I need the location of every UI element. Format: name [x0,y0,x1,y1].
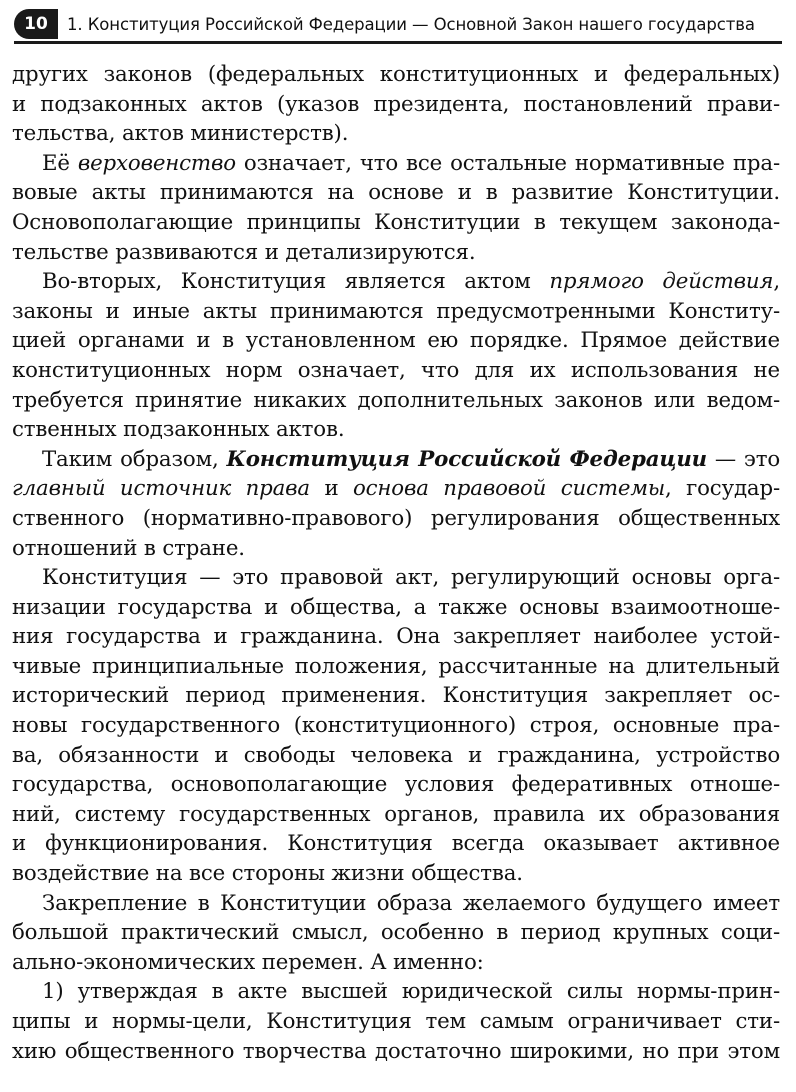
text-line [12,829,780,859]
text-line [12,859,780,889]
text-line [12,90,780,120]
text-line [12,386,780,416]
text-run: воздействие на все стороны жизни общества. [12,861,523,887]
text-line [12,1037,780,1067]
text-run: и подзаконных актов (указов президента, постановлений прави- [12,91,780,117]
text-run: ва, обязанности и свободы человека и гражданина, устройство [12,742,780,768]
text-line [12,977,780,1007]
text-run: государства, основополагающие условия федеративных отноше- [12,772,780,798]
text-run: и [309,476,353,502]
text-run: Таким образом, [42,446,227,472]
text-line [12,504,780,534]
text-line [12,948,780,978]
text-run: ственных подзаконных актов. [12,417,345,443]
text-line [12,415,780,445]
text-run: отношений в стране. [12,535,245,561]
text-run: большой практический смысл, особенно в период крупных соци- [12,920,780,946]
emphasis-text: основа правовой системы [352,476,666,502]
text-run: исторический период применения. Конституция закрепляет ос- [12,683,780,709]
text-line [12,208,780,238]
text-line [12,800,780,830]
text-line [12,889,780,919]
text-line [12,563,780,593]
text-line [12,593,780,623]
emphasis-text: прямого действия [549,269,774,295]
text-line [12,445,780,475]
text-run: означает, что все остальные нормативные пра- [235,150,780,176]
text-line [12,918,780,948]
emphasis-text: главный источник права [12,476,310,502]
emphasis-text: Конституция Российской Федерации [226,446,708,472]
text-line [12,770,780,800]
text-run: ственного (нормативно-правового) регулирования общественных [12,505,780,531]
text-line [12,474,780,504]
text-run: ния государства и гражданина. Она закрепляет наиболее устой- [12,624,780,650]
text-line [12,681,780,711]
text-run: , государ- [665,476,780,502]
header-divider [14,41,782,44]
running-header [14,9,782,39]
text-line [12,622,780,652]
text-line [12,267,780,297]
text-run: ний, систему государственных органов, правила их образования [12,801,780,827]
text-line [12,534,780,564]
text-run: законы и иные акты принимаются предусмотренными Конститу- [12,298,780,324]
text-line [12,238,780,268]
body-text [12,60,780,1066]
text-run: — это [707,446,780,472]
text-run: вовые акты принимаются на основе и в развитие Конституции. [12,180,780,206]
text-run: тельстве развиваются и детализируются. [12,239,476,265]
text-run: 1) утверждая в акте высшей юридической силы нормы-прин- [42,979,780,1005]
text-line [12,1007,780,1037]
text-run: Основополагающие принципы Конституции в текущем законода- [12,209,780,235]
text-run: низации государства и общества, а также основы взаимоотноше- [12,594,780,620]
text-run: хию общественного творчества достаточно широкими, но при этом [12,1038,780,1064]
text-line [12,326,780,356]
text-run: цией органами и в установленном ею порядке. Прямое действие [12,328,780,354]
text-line [12,178,780,208]
text-line [12,149,780,179]
text-run: конституционных норм означает, что для их использования не [12,357,780,383]
text-line [12,297,780,327]
text-run: новы государственного (конституционного) строя, основные пра- [12,713,780,739]
text-line [12,119,780,149]
text-run: требуется принятие никаких дополнительных законов или ведом- [12,387,780,413]
text-run: Конституция — это правовой акт, регулирующий основы орга- [42,565,780,591]
text-run: других законов (федеральных конституционных и федеральных) [12,62,780,87]
running-header-title: 1. Конституция Российской Федерации — Основной Закон нашего государства [67,14,755,34]
page-number-badge: 10 [14,9,58,39]
text-line [12,60,780,90]
text-line [12,741,780,771]
text-run: ально-экономических перемен. А именно: [12,949,484,975]
text-run: Во-вторых, Конституция является актом [42,269,550,295]
text-run: ципы и нормы-цели, Конституция тем самым ограничивает сти- [12,1009,780,1034]
text-line [12,356,780,386]
emphasis-text: верховенство [77,150,236,176]
text-line [12,711,780,741]
text-run: Закрепление в Конституции образа желаемого будущего имеет [42,890,780,916]
text-run: чивые принципиальные положения, рассчитанные на длительный [12,653,780,679]
text-run: , [773,269,780,295]
text-line [12,652,780,682]
text-run: и функционирования. Конституция всегда оказывает активное [12,831,780,857]
text-run: Её [42,150,78,176]
text-run: тельства, актов министерств). [12,121,349,147]
